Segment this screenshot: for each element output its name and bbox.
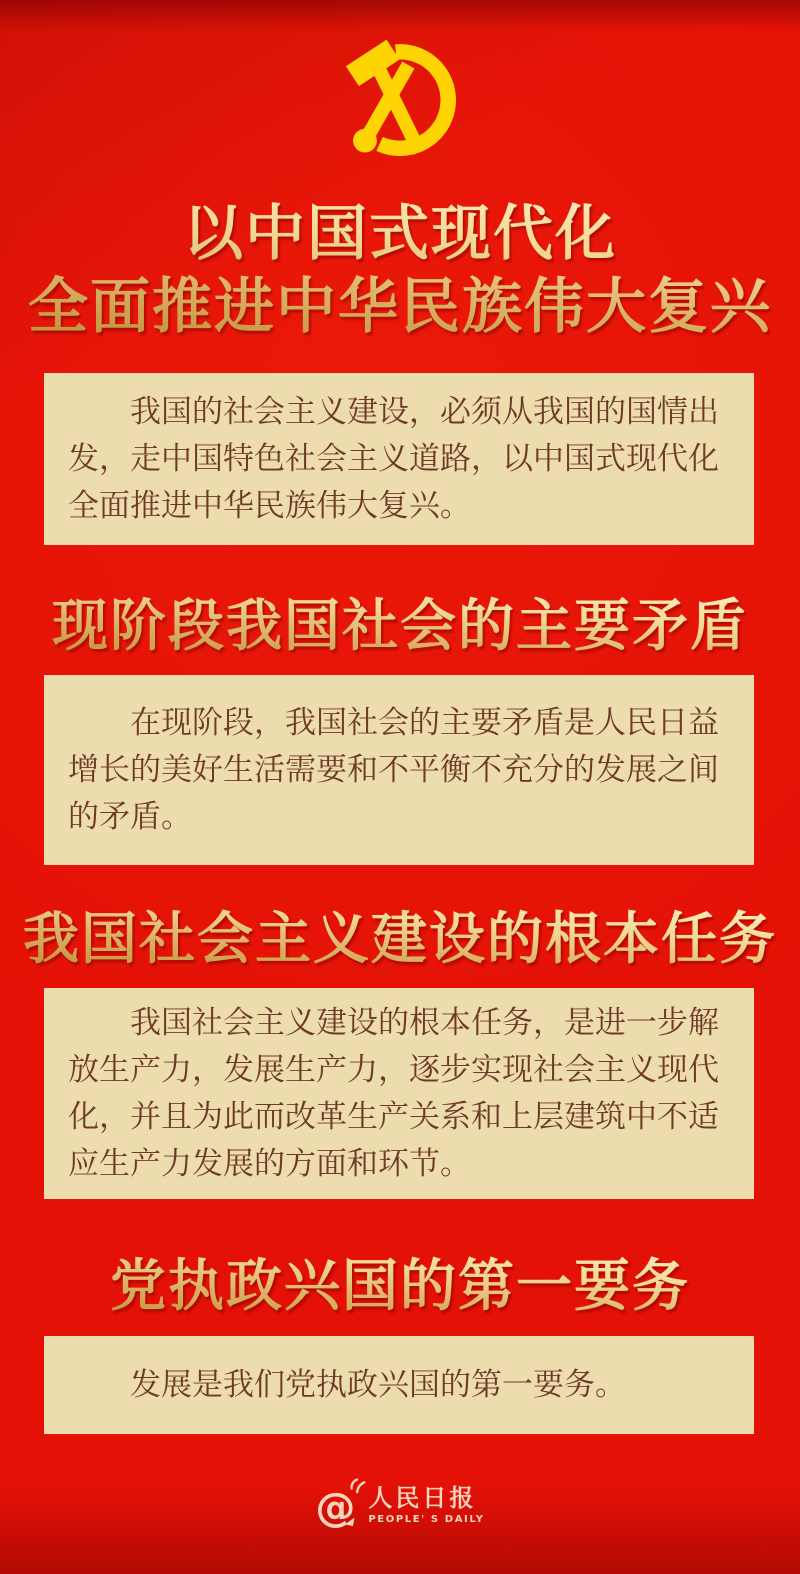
logo-english-name: PEOPLE' S DAILY [368,1514,485,1526]
at-bubble-icon [315,1482,359,1531]
heading-main-contradiction: 现阶段我国社会的主要矛盾 [0,594,800,658]
logo-text [368,1485,484,1525]
cpc-hammer-sickle-emblem-icon [330,30,470,170]
fundamental-task-card [44,988,754,1199]
fundamental-task-card-text: 我国社会主义建设的根本任务，是进一步解放生产力，发展生产力，逐步实现社会主义现代化，并且为此而改革生产关系和上层建筑中不适应生产力发展的方面和环节。 [68,1004,719,1182]
signal-waves-icon [349,1476,367,1494]
poster-title [0,198,800,344]
main-contradiction-card-text: 在现阶段，我国社会的主要矛盾是人民日益增长的美好生活需要和不平衡不充分的发展之间的矛盾。 [68,704,719,835]
heading-fundamental-task: 我国社会主义建设的根本任务 [0,907,800,971]
poster-title-line-2: 全面推进中华民族伟大复兴 [28,272,772,342]
at-glyph: @ [315,1485,356,1531]
main-contradiction-card [44,675,754,865]
logo-chinese-name: 人民日报 [368,1483,477,1512]
top-priority-card [44,1336,754,1434]
intro-card [44,373,754,545]
intro-card-text: 我国的社会主义建设，必须从我国的国情出发，走中国特色社会主义道路，以中国式现代化全面推进中华民族伟大复兴。 [68,393,719,524]
heading-top-priority: 党执政兴国的第一要务 [0,1254,800,1318]
top-priority-card-text: 发展是我们党执政兴国的第一要务。 [130,1366,626,1403]
peoples-daily-logo [0,1482,800,1531]
poster-title-line-1: 以中国式现代化 [183,199,617,269]
